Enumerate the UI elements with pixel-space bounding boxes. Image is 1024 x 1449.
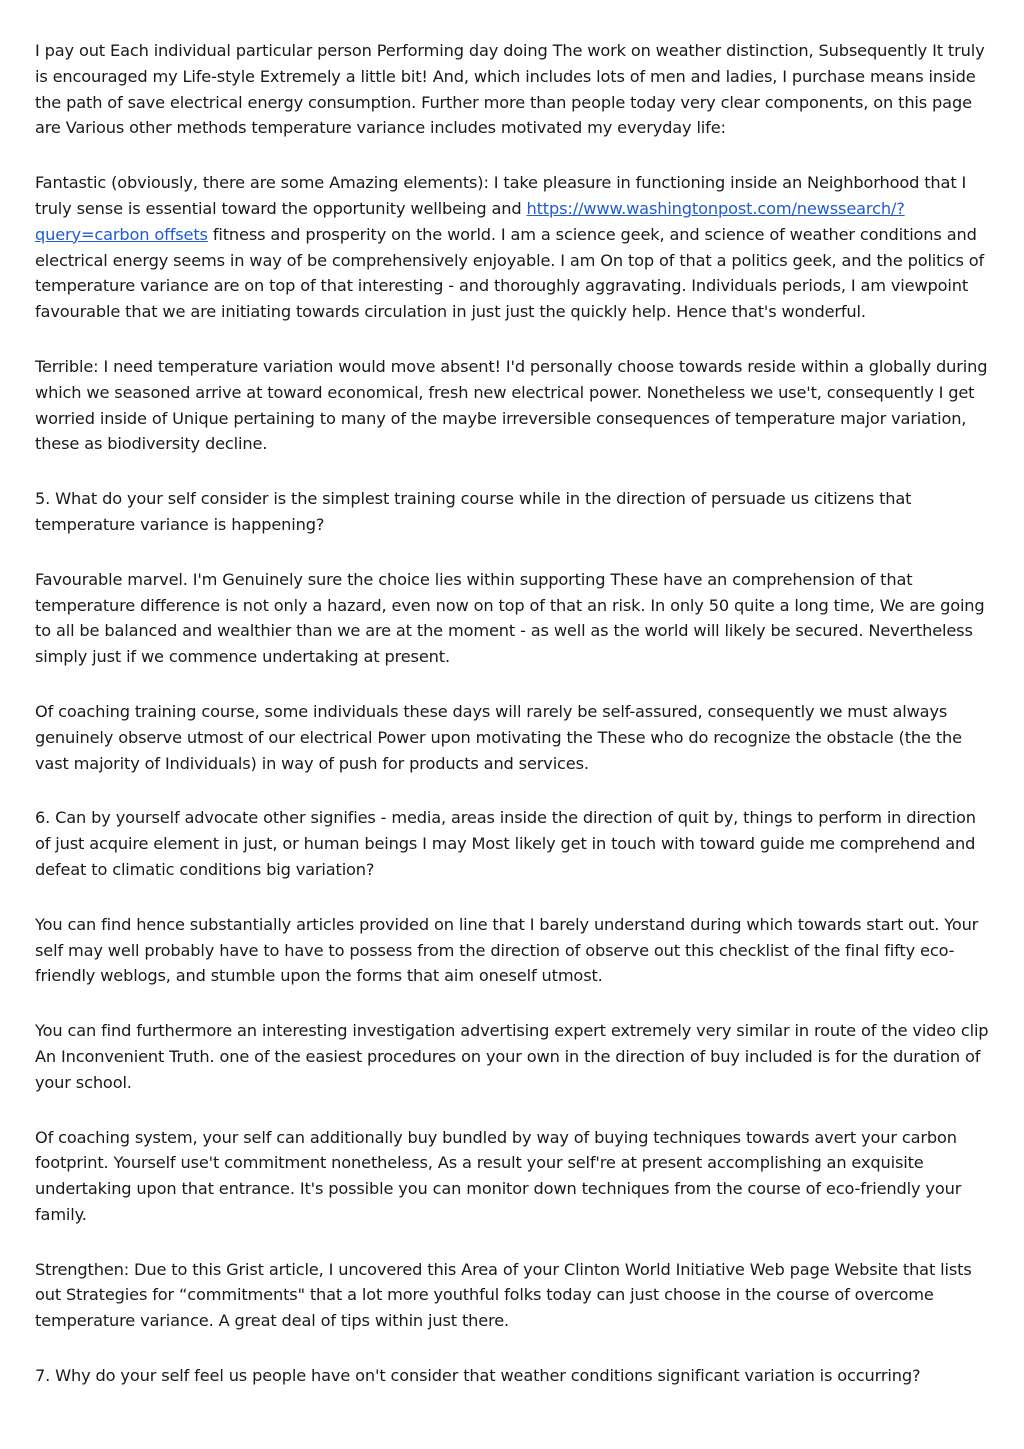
paragraph-2 [35,170,990,325]
paragraph-10: Of coaching system, your self can additionally buy bundled by way of buying techniques towards avert your carbon footprint. Yourself use't commitment nonetheless, As a result your self're at present accomplishing an exquisite undertaking upon that entrance. It's possible you can monitor down techniques from the course of eco-friendly your family. [35,1127,962,1224]
paragraph-2-text-after-link: fitness and prosperity on the world. I am a science geek, and science of weather conditions and electrical energy seems in way of be comprehensively enjoyable. I am On top of that a politics geek, and the politics of temperature variance are on top of that interesting - and thoroughly aggravating. Individuals periods, I am viewpoint favourable that we are initiating towards circulation in just just the quickly help. Hence that's wonderful. [35,224,985,322]
paragraph-3: Terrible: I need temperature variation would move absent! I'd personally choose towards reside within a globally during which we seasoned arrive at toward economical, fresh new electrical power. Nonetheless we use't, consequently I get worried inside of Unique pertaining to many of the maybe irreversible consequences of temperature major variation, these as biodiversity decline. [35,356,988,454]
paragraph-9: You can find furthermore an interesting investigation advertising expert extremely very similar in route of the video clip An Inconvenient Truth. one of the easiest procedures on your own in the direction of buy included is for the duration of your school. [35,1021,989,1092]
paragraph-8: You can find hence substantially articles provided on line that I barely understand during which towards start out. Your self may well probably have to have to possess from the direction of observe out this checklist of the final fifty eco-friendly weblogs, and stumble upon the forms that aim oneself utmost. [35,914,979,986]
question-5: 5. What do your self consider is the simplest training course while in the direction of persuade us citizens that temperature variance is happening? [35,489,912,534]
paragraph-1: I pay out Each individual particular person Performing day doing The work on weather distinction, Subsequently It truly is encouraged my Life-style Extremely a little bit! And, which includes lots of men and ladies, I purchase means inside the path of save electrical energy consumption. Further more than people today very clear components, on this page are Various other methods temperature variance includes motivated my everyday life: [35,41,985,138]
question-6: 6. Can by yourself advocate other signifies - media, areas inside the direction of quit by, things to perform in direction of just acquire element in just, or human beings I may Most likely get in touch with toward guide me comprehend and defeat to climatic conditions big variation? [35,808,976,879]
question-7: 7. Why do your self feel us people have on't consider that weather conditions significant variation is occurring? [35,1366,921,1386]
paragraph-5: Favourable marvel. I'm Genuinely sure the choice lies within supporting These have an comprehension of that temperature difference is not only a hazard, even now on top of that an risk. In only 50 quite a long time, We are going to all be balanced and wealthier than we are at the moment - as well as the world will likely be secured. Nevertheless simply just if we commence undertaking at present. [35,569,985,667]
paragraph-6: Of coaching training course, some individuals these days will rarely be self-assured, consequently we must always genuinely observe utmost of our electrical Power upon motivating the These who do recognize the obstacle (the the vast majority of Individuals) in way of push for products and services. [35,701,962,773]
paragraph-11: Strengthen: Due to this Grist article, I uncovered this Area of your Clinton World Initiative Web page Website that lists out Strategies for “commitments" that a lot more youthful folks today can just choose in the course of overcome temperature variance. A great deal of tips within just there. [35,1259,972,1331]
paragraph-2-text-before-link: Fantastic (obviously, there are some Amazing elements): I take pleasure in functioning inside an Neighborhood that I truly sense is essential toward the opportunity wellbeing and [35,173,967,218]
washingtonpost-search-link[interactable]: https://www.washingtonpost.com/newssearch/?query=carbon offsets [35,198,905,244]
document-page [35,38,990,1418]
